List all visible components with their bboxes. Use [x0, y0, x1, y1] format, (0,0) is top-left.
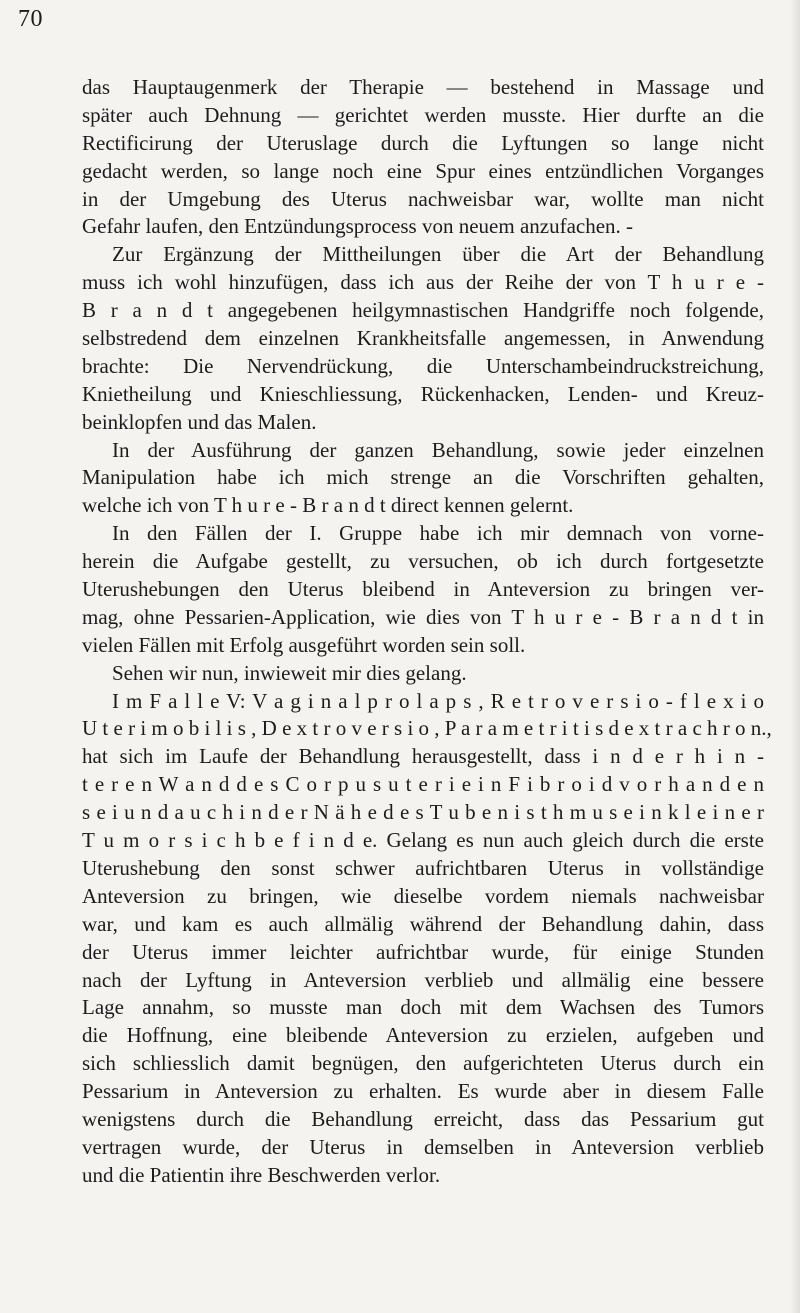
text-line: welche ich von T h u r e - B r a n d t direct kennen gelernt. — [82, 493, 574, 518]
text-line: Manipulation habe ich mich strenge an die Vorschriften gehalten, — [82, 465, 764, 490]
text-line: Uterushebungen den Uterus bleibend in Anteversion zu bringen ver- — [82, 577, 764, 602]
text-line: Uterushebung den sonst schwer aufrichtbaren Uterus in vollständige — [82, 855, 764, 880]
text-line: T u m o r s i c h b e f i n d e. Gelang es nun auch gleich durch die erste — [82, 828, 764, 853]
text-line: vielen Fällen mit Erfolg ausgeführt worden sein soll. — [82, 632, 526, 657]
text-line: vertragen wurde, der Uterus in demselben in Anteversion verblieb — [82, 1134, 764, 1159]
text-line: in der Umgebung des Uterus nachweisbar war, wollte man nicht — [82, 186, 764, 211]
text-line: nach der Lyftung in Anteversion verblieb und allmälig eine bessere — [82, 967, 764, 992]
text-line: der Uterus immer leichter aufrichtbar wurde, für einige Stunden — [82, 939, 764, 964]
text-line: Pessarium in Anteversion zu erhalten. Es wurde aber in diesem Falle — [82, 1079, 764, 1104]
text-line: B r a n d t angegebenen heilgymnastischen Handgriffe noch folgende, — [82, 298, 764, 323]
text-line: I m F a l l e V: V a g i n a l p r o l a p s , R e t r o v e r s i o - f l e x i o — [112, 688, 764, 713]
body-text — [82, 74, 772, 1190]
text-line: herein die Aufgabe gestellt, zu versuchen, ob ich durch fortgesetzte — [82, 549, 764, 574]
text-line: die Hoffnung, eine bleibende Anteversion zu erzielen, aufgeben und — [82, 1023, 764, 1048]
text-line: und die Patientin ihre Beschwerden verlor. — [82, 1162, 441, 1187]
text-line: war, und kam es auch allmälig während der Behandlung dahin, dass — [82, 911, 764, 936]
text-line: selbstredend dem einzelnen Krankheitsfalle angemessen, in Anwendung — [82, 326, 764, 351]
text-line: mag, ohne Pessarien-Application, wie dies von T h u r e - B r a n d t in — [82, 604, 764, 629]
text-line: muss ich wohl hinzufügen, dass ich aus der Reihe der von T h u r e - — [82, 270, 764, 295]
text-line: sich schliesslich damit begnügen, den aufgerichteten Uterus durch ein — [82, 1051, 764, 1076]
text-line: U t e r i m o b i l i s , D e x t r o v e r s i o , P a r a m e t r i t i s d e x t r a c h r o n., — [82, 716, 772, 741]
text-line: s e i u n d a u c h i n d e r N ä h e d e s T u b e n i s t h m u s e i n k l e i n e r — [82, 800, 764, 825]
text-line: In der Ausführung der ganzen Behandlung, sowie jeder einzelnen — [112, 437, 764, 462]
text-line: gedacht werden, so lange noch eine Spur eines entzündlichen Vorganges — [82, 158, 764, 183]
text-line: beinklopfen und das Malen. — [82, 409, 317, 434]
page-edge-shadow — [790, 0, 800, 1313]
text-line: Knietheilung und Knieschliessung, Rückenhacken, Lenden- und Kreuz- — [82, 381, 764, 406]
text-line: wenigstens durch die Behandlung erreicht, dass das Pessarium gut — [82, 1106, 764, 1131]
text-line: Gefahr laufen, den Entzündungsprocess von neuem anzufachen. - — [82, 214, 634, 239]
text-line: Lage annahm, so musste man doch mit dem Wachsen des Tumors — [82, 995, 764, 1020]
text-line: Rectificirung der Uteruslage durch die Lyftungen so lange nicht — [82, 130, 764, 155]
text-line: hat sich im Laufe der Behandlung herausgestellt, dass i n d e r h i n - — [82, 744, 764, 769]
text-line: das Hauptaugenmerk der Therapie — bestehend in Massage und — [82, 75, 764, 99]
text-line: Anteversion zu bringen, wie dieselbe vordem niemals nachweisbar — [82, 883, 764, 908]
text-line: später auch Dehnung — gerichtet werden musste. Hier durfte an die — [82, 102, 764, 127]
text-line: t e r e n W a n d d e s C o r p u s u t e r i e i n F i b r o i d v o r h a n d e n — [82, 772, 764, 797]
text-line: In den Fällen der I. Gruppe habe ich mir demnach von vorne- — [112, 521, 764, 546]
text-line: brachte: Die Nervendrückung, die Unterschambeindruckstreichung, — [82, 353, 764, 378]
text-line: Zur Ergänzung der Mittheilungen über die Art der Behandlung — [112, 242, 764, 267]
text-line: Sehen wir nun, inwieweit mir dies gelang. — [112, 660, 467, 685]
page-number: 70 — [18, 6, 43, 32]
